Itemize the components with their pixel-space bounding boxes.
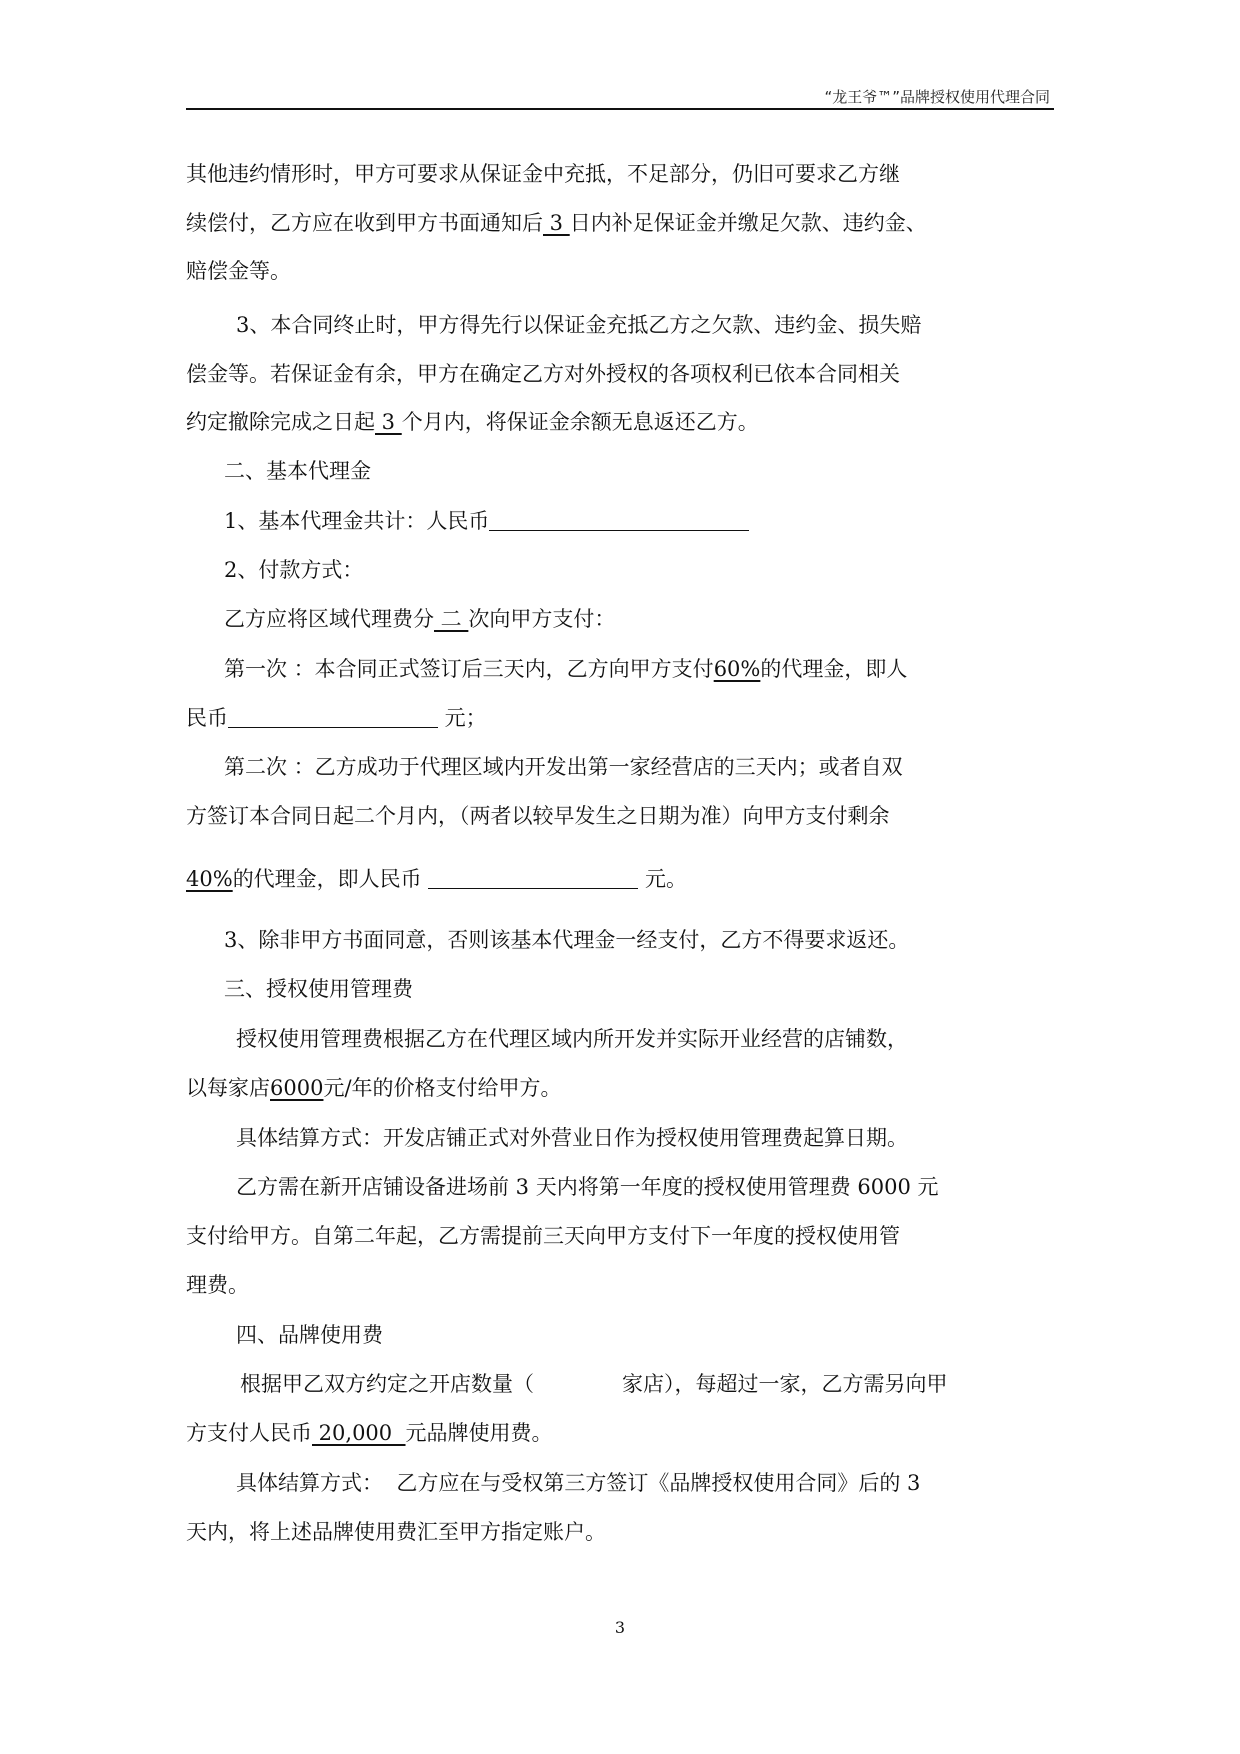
clause-3-heading: 3、本合同终止时，甲方得先行以保证金充抵乙方之欠款、违约金、损失赔 (236, 313, 922, 337)
paragraph-line: 理费。 (186, 1273, 249, 1297)
paragraph-line: 续偿付，乙方应在收到甲方书面通知后 3 日内补足保证金并缴足欠款、违约金、 (186, 211, 927, 235)
header-rule (186, 108, 1054, 110)
paragraph-line: 乙方需在新开店铺设备进场前 3 天内将第一年度的授权使用管理费 6000 元 (236, 1175, 939, 1199)
paragraph-line: 方签订本合同日起二个月内，（两者以较早发生之日期为准）向甲方支付剩余 (186, 804, 890, 828)
running-header: “龙王爷™”品牌授权使用代理合同 (824, 88, 1050, 106)
amount-blank (428, 868, 638, 889)
amount-blank (228, 707, 438, 728)
paragraph-line: 方支付人民币 20,000 元品牌使用费。 (186, 1421, 553, 1445)
paragraph-line: 支付给甲方。自第二年起，乙方需提前三天向甲方支付下一年度的授权使用管 (186, 1224, 900, 1248)
paragraph-line: 以每家店6000元/年的价格支付给甲方。 (186, 1076, 562, 1100)
paragraph-line: 授权使用管理费根据乙方在代理区域内所开发并实际开业经营的店铺数， (236, 1027, 908, 1051)
paragraph-line: 其他违约情形时，甲方可要求从保证金中充抵，不足部分，仍旧可要求乙方继 (186, 162, 900, 186)
paragraph-line: 第二次 ：乙方成功于代理区域内开发出第一家经营店的三天内；或者自双 (224, 755, 903, 779)
page-number: 3 (614, 1618, 626, 1637)
paragraph-line: 赔偿金等。 (186, 259, 291, 283)
paragraph-line: 民币 元； (186, 706, 487, 730)
paragraph-line: 具体结算方式：开发店铺正式对外营业日作为授权使用管理费起算日期。 (236, 1126, 908, 1150)
paragraph-line: 2、付款方式： (224, 558, 364, 582)
paragraph-line: 约定撤除完成之日起 3 个月内，将保证金余额无息返还乙方。 (186, 410, 759, 434)
paragraph-line: 第一次 ：本合同正式签订后三天内，乙方向甲方支付60%的代理金，即人 (224, 657, 908, 681)
paragraph-line: 具体结算方式： 乙方应在与受权第三方签订《品牌授权使用合同》后的 3 (236, 1471, 921, 1495)
section-heading-2: 二、基本代理金 (224, 459, 371, 483)
paragraph-line: 乙方应将区域代理费分 二 次向甲方支付： (224, 607, 616, 631)
paragraph-line: 天内，将上述品牌使用费汇至甲方指定账户。 (186, 1520, 606, 1544)
paragraph-line: 3、除非甲方书面同意，否则该基本代理金一经支付，乙方不得要求返还。 (224, 928, 910, 952)
paragraph-line: 1、基本代理金共计：人民币 (224, 508, 749, 534)
section-heading-4: 四、品牌使用费 (236, 1323, 383, 1347)
paragraph-line: 40%的代理金，即人民币 元。 (186, 867, 688, 891)
paragraph-line: 偿金等。若保证金有余，甲方在确定乙方对外授权的各项权利已依本合同相关 (186, 362, 900, 386)
section-heading-3: 三、授权使用管理费 (224, 977, 413, 1001)
paragraph-line: 根据甲乙双方约定之开店数量（ 家店），每超过一家，乙方需另向甲 (240, 1372, 948, 1396)
amount-blank (489, 510, 749, 531)
